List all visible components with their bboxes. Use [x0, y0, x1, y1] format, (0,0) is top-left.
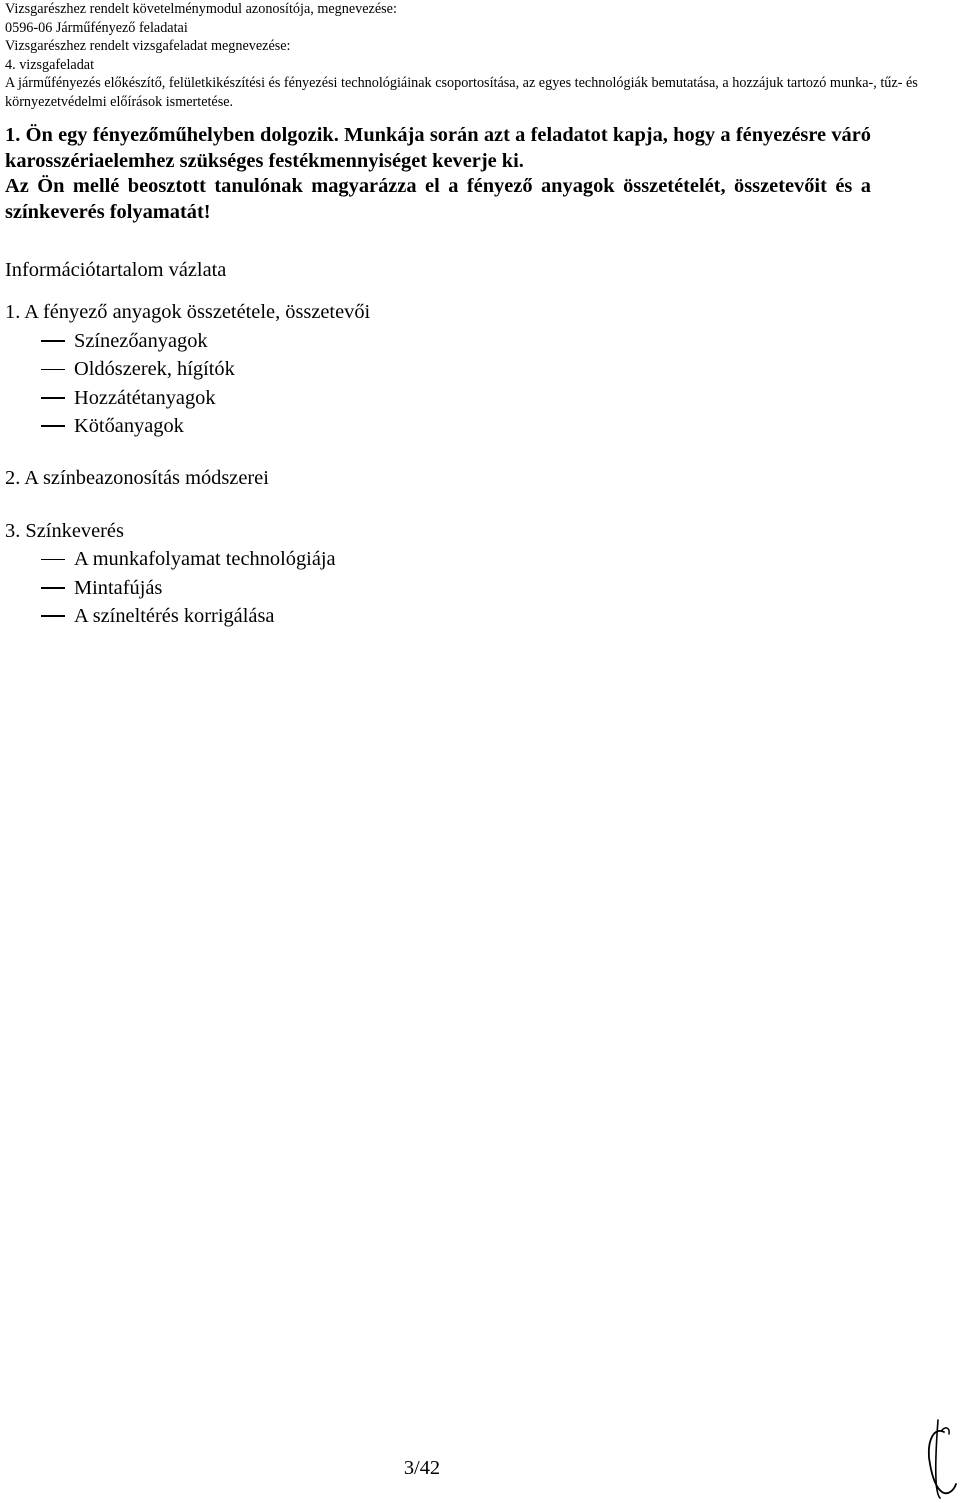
task-statement	[5, 123, 871, 225]
dash-bullet-icon	[41, 587, 65, 589]
header-task-label: Vizsgarészhez rendelt vizsgafeladat megnevezése:	[5, 38, 291, 54]
outline-title: Információtartalom vázlata	[5, 259, 227, 281]
task-paragraph-1: 1. Ön egy fényezőműhelyben dolgozik. Munkája során azt a feladatot kapja, hogy a fényezésre váró karosszériaelemhez szükséges festékmennyiséget keverje ki.	[5, 124, 871, 172]
header-task-number: 4. vizsgafeladat	[5, 56, 95, 73]
header-module-label: Vizsgarészhez rendelt követelménymodul azonosítója, megnevezése:	[5, 1, 397, 17]
content-outline	[5, 256, 905, 654]
dash-bullet-icon	[41, 559, 65, 561]
task-paragraph-2: Az Ön mellé beosztott tanulónak magyarázza el a fényező anyagok összetételét, összetevőit és a színkeverés folyamatát!	[5, 175, 871, 223]
section-heading: 1. A fényező anyagok összetétele, összetevői	[5, 301, 371, 324]
section-heading: 3. Színkeverés	[5, 519, 124, 542]
page-number: 3/42	[403, 1457, 441, 1479]
dash-bullet-icon	[41, 369, 65, 371]
list-item: Színezőanyagok	[5, 327, 905, 355]
list-item: Mintafújás	[5, 574, 905, 602]
dash-bullet-icon	[41, 397, 65, 399]
header-module-name: 0596-06 Járműfényező feladatai	[5, 19, 188, 36]
outline-section-3	[5, 517, 905, 631]
document-header	[5, 0, 950, 111]
dash-bullet-icon	[41, 340, 65, 342]
dash-bullet-icon	[41, 425, 65, 427]
handwritten-signature	[918, 1418, 958, 1500]
dash-bullet-icon	[41, 615, 65, 617]
list-item: A színeltérés korrigálása	[5, 602, 905, 630]
header-task-description: A járműfényezés előkészítő, felületkikészítési és fényezési technológiáinak csoportosítása, az egyes technológiák bemutatása, a hozzájuk tartozó munka-, tűz- és környezetvédelmi előírások ismertetése.	[5, 75, 918, 110]
outline-section-1	[5, 298, 905, 440]
list-item: Kötőanyagok	[5, 412, 905, 440]
outline-section-2	[5, 464, 905, 492]
section-heading: 2. A színbeazonosítás módszerei	[5, 467, 269, 490]
list-item: Oldószerek, hígítók	[5, 355, 905, 383]
list-item: Hozzátétanyagok	[5, 384, 905, 412]
list-item: A munkafolyamat technológiája	[5, 545, 905, 573]
